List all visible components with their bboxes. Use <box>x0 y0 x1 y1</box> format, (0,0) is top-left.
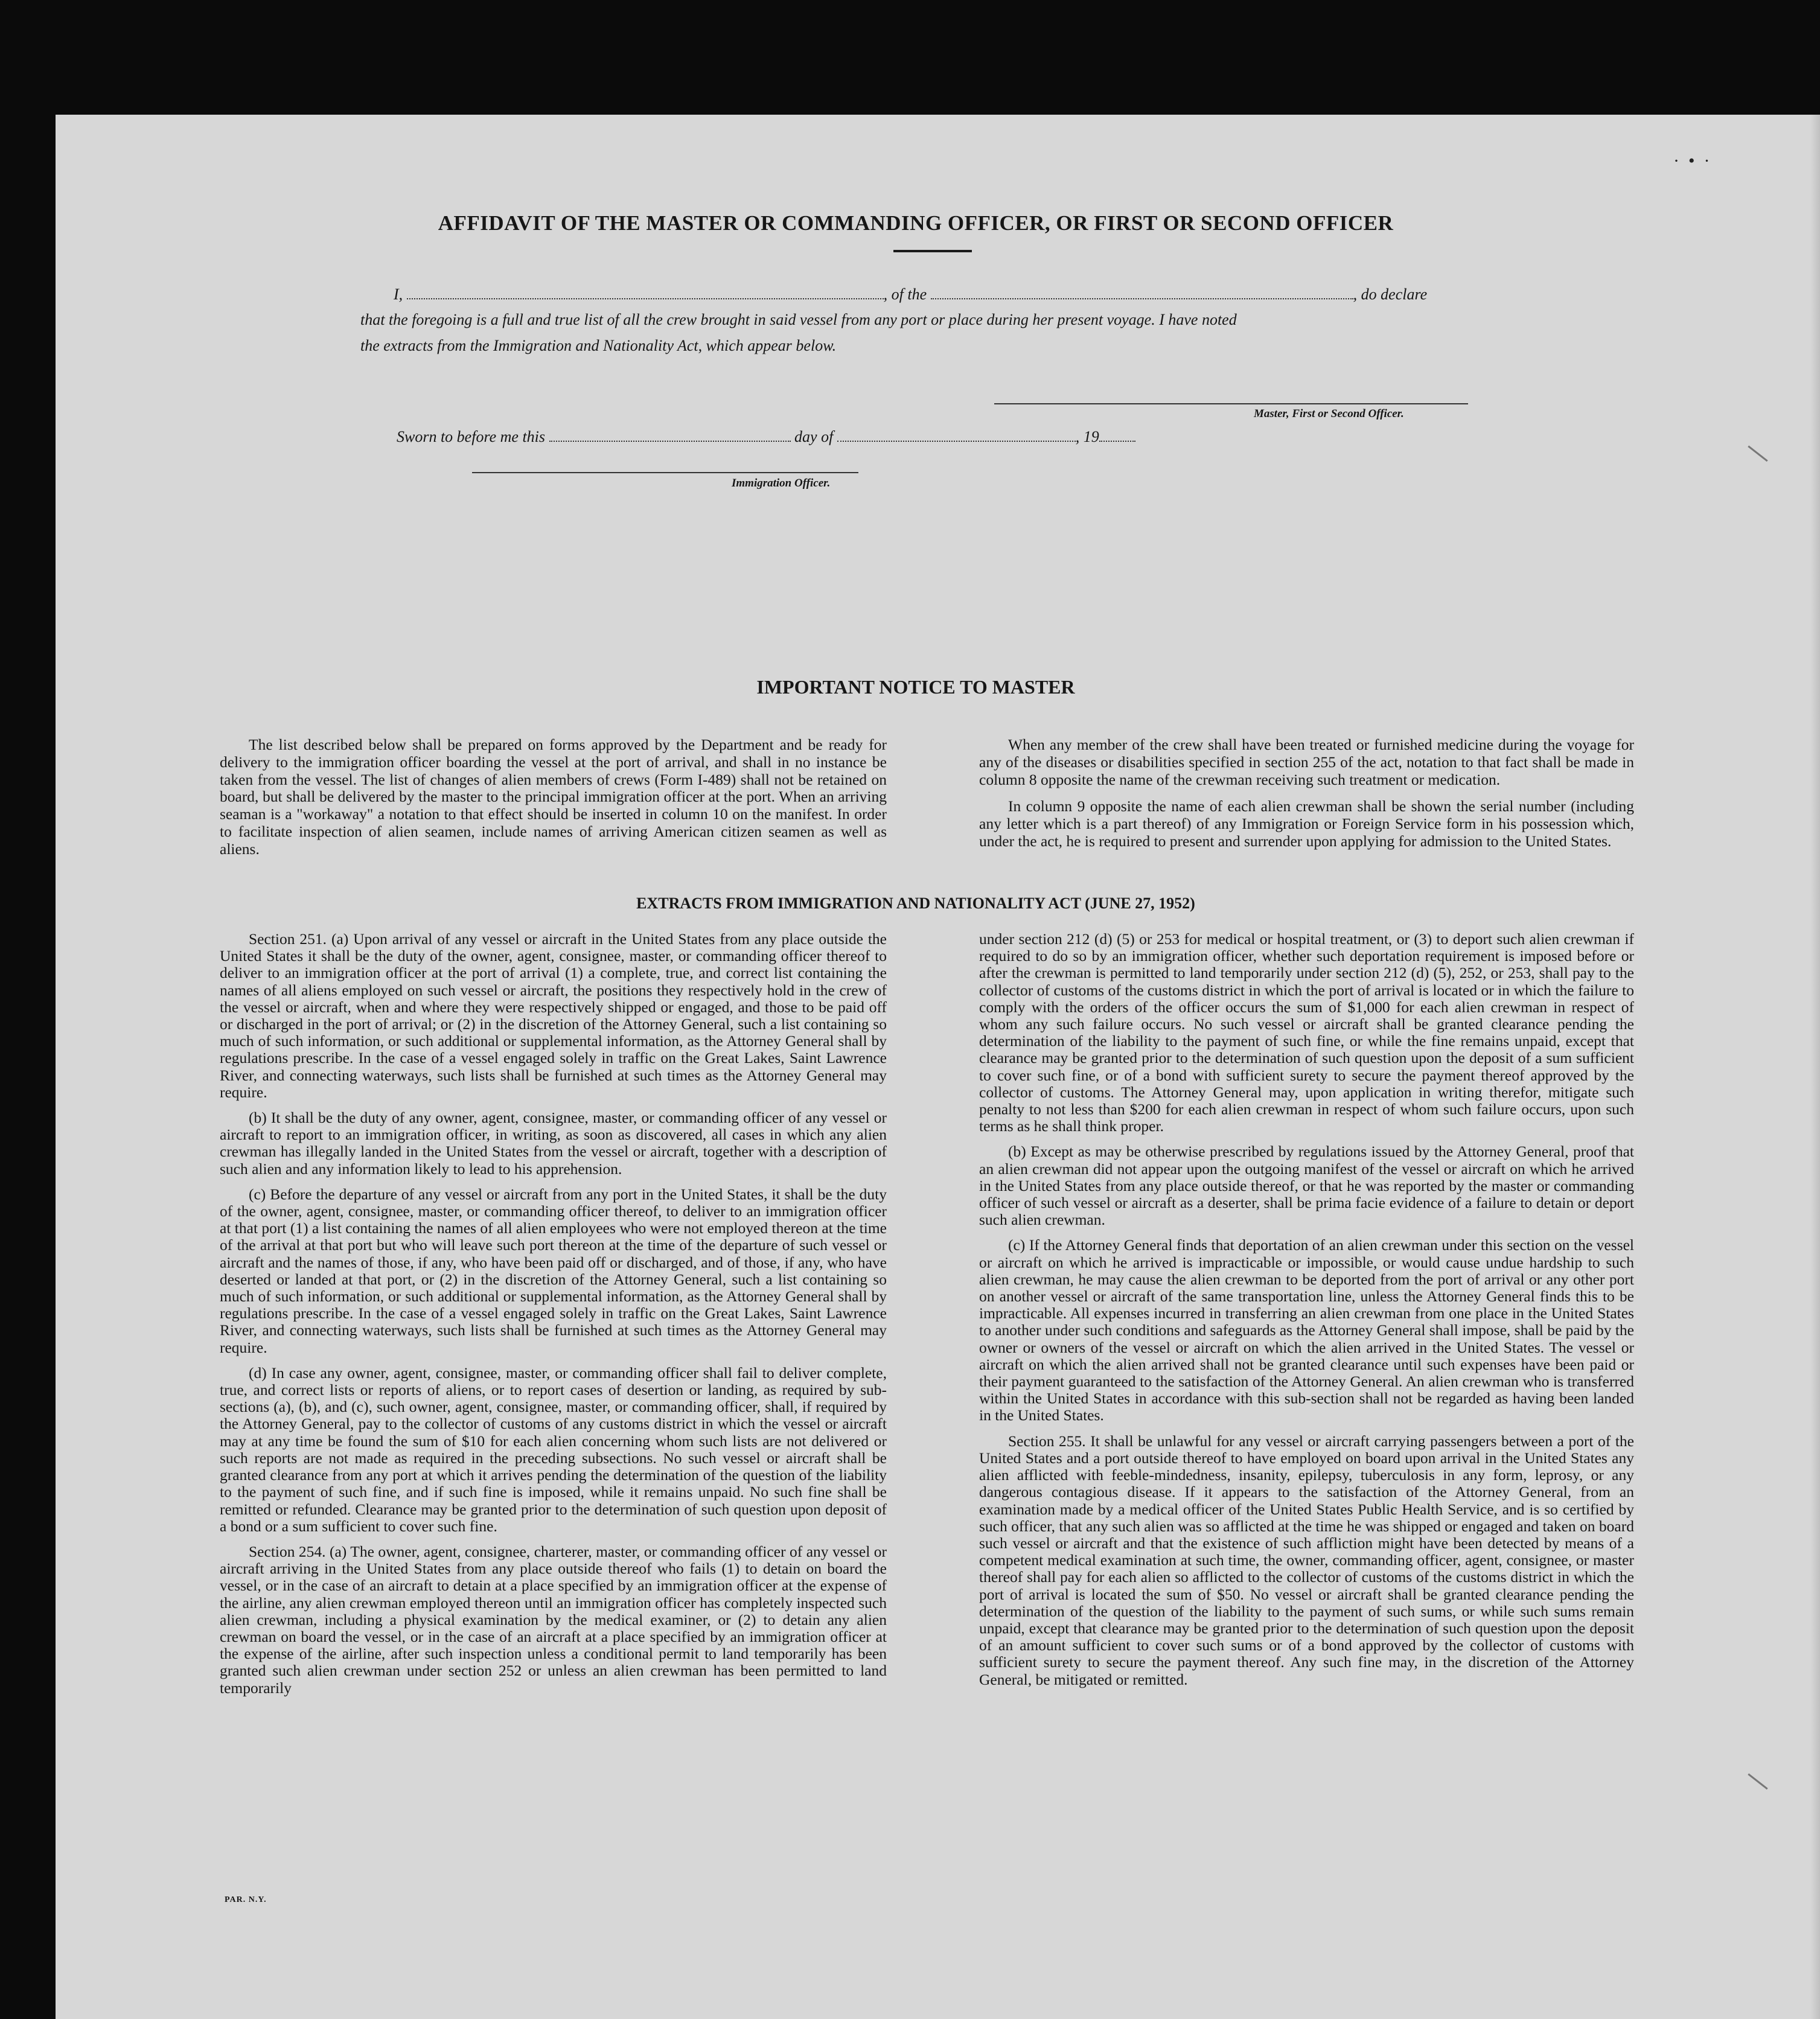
master-signature-line[interactable] <box>994 403 1468 404</box>
section-254-a-continued: under section 212 (d) (5) or 253 for medical or hospital treatment, or (3) to deport such alien crewman if required to do so by an immigration officer, whether such deportation requirement is imposed before or after the crewman is permitted to land temporarily under section 212 (d) (5), 252, or 253, shall pay to the collector of customs of the customs district in which the port of arrival is located or in which the failure to comply with the orders of the officer occurs the sum of $1,000 for each alien crewman in respect of whom any such failure occurs. No such vessel or aircraft shall be granted clearance pending the determination of the liability to the payment of such fine, or while the fine remains unpaid, except that clearance may be granted prior to the determination of such question upon the deposit of a sum sufficient to cover such fine, or of a bond with sufficient surety to secure the payment thereof approved by the collector of customs. The Attorney General may, upon application in writing therefor, mitigate such penalty to not less than $200 for each alien crewman in respect of whom such failure occurs, upon such terms as he shall think proper. <box>979 930 1634 1135</box>
line1-mid: , of the <box>883 285 927 303</box>
scan-specks: · • · <box>1673 151 1710 171</box>
form-page <box>56 115 1820 2019</box>
scan-mark <box>1748 445 1767 462</box>
day-of-text: day of <box>794 428 834 445</box>
section-254-b: (b) Except as may be otherwise prescribed by regulations issued by the Attorney General, proof that an alien crewman did not appear upon the outgoing manifest of the vessel or aircraft on which he arrived in the United States from any place outside thereof, or that he was reported by the master or commanding officer of such vessel or aircraft as a deserter, shall be prima facie evidence of a failure to detain or deport such alien crewman. <box>979 1143 1634 1229</box>
sworn-year-field[interactable] <box>1099 427 1135 442</box>
declaration-line-2: that the foregoing is a full and true list of all the crew brought in said vessel from any port or place during her present voyage. I have noted <box>360 311 1237 328</box>
sworn-text: Sworn to before me this <box>397 428 546 445</box>
immigration-officer-signature-line[interactable] <box>472 472 858 473</box>
declaration-line-1 <box>394 285 1427 304</box>
section-254-a: Section 254. (a) The owner, agent, consignee, charterer, master, or commanding officer of any vessel or aircraft arriving in the United States from any place outside thereof who fails (1) to detain on board the vessel, or in the case of an aircraft to detain at a place specified by an immigration officer at the expense of the airline, any alien crewman employed thereon until an immigration officer has completely inspected such alien crewman, including a physical examination by the medical examiner, or (2) to detain any alien crewman on board the vessel, or in the case of an aircraft at a place specified by an immigration officer at the expense of the airline, after such inspection unless a conditional permit to land temporarily has been granted such alien crewman under section 252 or unless an alien crewman has been permitted to land temporarily <box>220 1542 887 1697</box>
notice-left-paragraph: The list described below shall be prepared on forms approved by the Department and be ready for delivery to the immigration officer boarding the vessel at the port of arrival, and shall in no instance be taken from the vessel. The list of changes of alien members of crews (Form I-489) shall not be retained on board, but shall be delivered by the master to the principal immigration officer at the port. When an arriving seaman is a "workaway" a notation to that effect should be inserted in column 10 on the manifest. In order to facilitate inspection of alien seamen, include names of arriving American citizen seamen as well as aliens. <box>220 736 887 858</box>
declaration-line-3: the extracts from the Immigration and Nationality Act, which appear below. <box>360 337 837 354</box>
section-254-c: (c) If the Attorney General finds that deportation of an alien crewman under this section on the vessel or aircraft on which he arrived is impracticable or impossible, or would cause undue hardship to such alien crewman, he may cause the alien crewman to be deported from the port of arrival or any other port on another vessel or aircraft of the same transportation line, unless the Attorney General finds this to be impracticable. All expenses incurred in transferring an alien crewman from one place in the United States to another under such conditions and safeguards as the Attorney General shall impose, shall be paid by the owner or owners of the vessel or aircraft on which the alien arrived in the United States. The vessel or aircraft on which the alien arrived shall not be granted clearance until such expenses have been paid or their payment guaranteed to the satisfaction of the Attorney General. An alien crewman who is transferred within the United States in accordance with this sub-section shall not be regarded as having been landed in the United States. <box>979 1236 1634 1424</box>
notice-right-paragraph-1: When any member of the crew shall have been treated or furnished medicine during the voyage for any of the diseases or disabilities specified in section 255 of the act, notation to that fact shall be made in column 8 opposite the name of the crewman receiving such treatment or medication. <box>979 736 1634 788</box>
affidavit-title: AFFIDAVIT OF THE MASTER OR COMMANDING OFFICER, OR FIRST OR SECOND OFFICER <box>438 211 1394 235</box>
section-251-d: (d) In case any owner, agent, consignee, master, or commanding officer shall fail to deliver complete, true, and correct lists or reports of aliens, or to report cases of desertion or landing, as required by sub-sections (a), (b), and (c), such owner, agent, consignee, master, or commanding officer, shall, if required by the Attorney General, pay to the collector of customs of any customs district in which the vessel or aircraft may at any time be found the sum of $10 for each alien concerning whom such lists are not delivered or such reports are not made as required in the preceding subsections. No such vessel or aircraft shall be granted clearance from any port at which it arrives pending the determination of the question of the liability to the payment of such fine, and if such fine is imposed, while it remains unpaid. No such fine shall be remitted or refunded. Clearance may be granted prior to the determination of such question upon deposit of a bond or a sum sufficient to cover such fine. <box>220 1364 887 1535</box>
notice-title: IMPORTANT NOTICE TO MASTER <box>756 676 1075 698</box>
section-251-a: Section 251. (a) Upon arrival of any vessel or aircraft in the United States from any place outside the United States it shall be the duty of the owner, agent, consignee, master, or commanding officer thereof to deliver to an immigration officer at the port of arrival (1) a complete, true, and correct list containing the names of all aliens employed on such vessel or aircraft, the positions they respectively hold in the crew of the vessel or aircraft, when and where they were respectively shipped or engaged, and those to be paid off or discharged in the port of arrival; or (2) in the discretion of the Attorney General, such a list containing so much of such information, or such additional or supplemental information, as the Attorney General shall by regulations prescribe. In the case of a vessel engaged solely in traffic on the Great Lakes, Saint Lawrence River, and connecting waterways, such lists shall be furnished at such times as the Attorney General may require. <box>220 930 887 1101</box>
vessel-name-field[interactable] <box>931 285 1353 299</box>
section-251-b: (b) It shall be the duty of any owner, agent, consignee, master, or commanding officer of any vessel or aircraft to report to an immigration officer, in writing, as soon as discovered, all cases in which any alien crewman has illegally landed in the United States from the vessel or aircraft, together with a description of such alien and any information likely to lead to his apprehension. <box>220 1109 887 1178</box>
extracts-left-column <box>220 931 887 1705</box>
title-rule <box>893 250 972 252</box>
notice-left-column <box>220 736 887 868</box>
extracts-right-column <box>979 931 1634 1697</box>
scan-mark <box>1748 1773 1767 1790</box>
notice-right-column <box>979 736 1634 860</box>
notice-right-paragraph-2: In column 9 opposite the name of each alien crewman shall be shown the serial number (including any letter which is a part thereof) of any Immigration or Foreign Service form in his possession which, under the act, he is required to present and surrender upon applying for admission to the United States. <box>979 797 1634 850</box>
sworn-month-field[interactable] <box>837 427 1076 442</box>
printer-mark: PAR. N.Y. <box>225 1895 267 1904</box>
sworn-line <box>397 427 1135 446</box>
section-255: Section 255. It shall be unlawful for any vessel or aircraft carrying passengers between a port of the United States and a port outside thereof to have employed on board upon arrival in the United States any alien afflicted with feeble-mindedness, insanity, epilepsy, tuberculosis in any form, leprosy, or any dangerous contagious disease. If it appears to the satisfaction of the Attorney General, from an examination made by a medical officer of the United States Public Health Service, and is so certified by such officer, that any such alien was so afflicted at the time he was shipped or engaged and taken on board such vessel or aircraft and that the existence of such affliction might have been detected by means of a competent medical examination at such time, the owner, commanding officer, agent, consignee, or master thereof shall pay for each alien so afflicted to the collector of customs of the customs district in which the port of arrival is located the sum of $50. No vessel or aircraft shall be granted clearance pending the determination of the question of the liability to the payment of such sums, or while such sums remain unpaid, except that clearance may be granted prior to the determination of such question upon the deposit of an amount sufficient to cover such sums or of a bond approved by the collector of customs with sufficient surety to secure the payment thereof. Any such fine may, in the discretion of the Attorney General, be mitigated or remitted. <box>979 1432 1634 1688</box>
declarant-name-field[interactable] <box>407 285 884 299</box>
section-251-c: (c) Before the departure of any vessel or aircraft from any port in the United States, it shall be the duty of the owner, agent, consignee, master, or commanding officer thereof, to deliver to an immigration officer at that port (1) a list containing the names of all alien employees who were not employed thereon at the time of the arrival at that port but who will leave such port thereon at the time of the departure of such vessel or aircraft and the names of those, if any, who have been paid off or discharged, and of those, if any, who have deserted or landed at that port, or (2) in the discretion of the Attorney General, such a list containing so much of such information, or such additional or supplemental information, as the Attorney General shall by regulations prescribe. In the case of a vessel engaged solely in traffic on the Great Lakes, Saint Lawrence River, and connecting waterways, such lists shall be furnished at such times as the Attorney General may require. <box>220 1185 887 1356</box>
scan-edge-shadow <box>1810 115 1820 2019</box>
sworn-day-field[interactable] <box>549 427 791 442</box>
line1-end: , do declare <box>1353 285 1428 303</box>
signature-caption: Master, First or Second Officer. <box>1254 407 1404 420</box>
line1-start: I, <box>394 285 403 303</box>
year-text: , 19 <box>1075 428 1099 445</box>
extracts-title: EXTRACTS FROM IMMIGRATION AND NATIONALITY ACT (JUNE 27, 1952) <box>636 895 1195 912</box>
officer-caption: Immigration Officer. <box>732 477 831 490</box>
